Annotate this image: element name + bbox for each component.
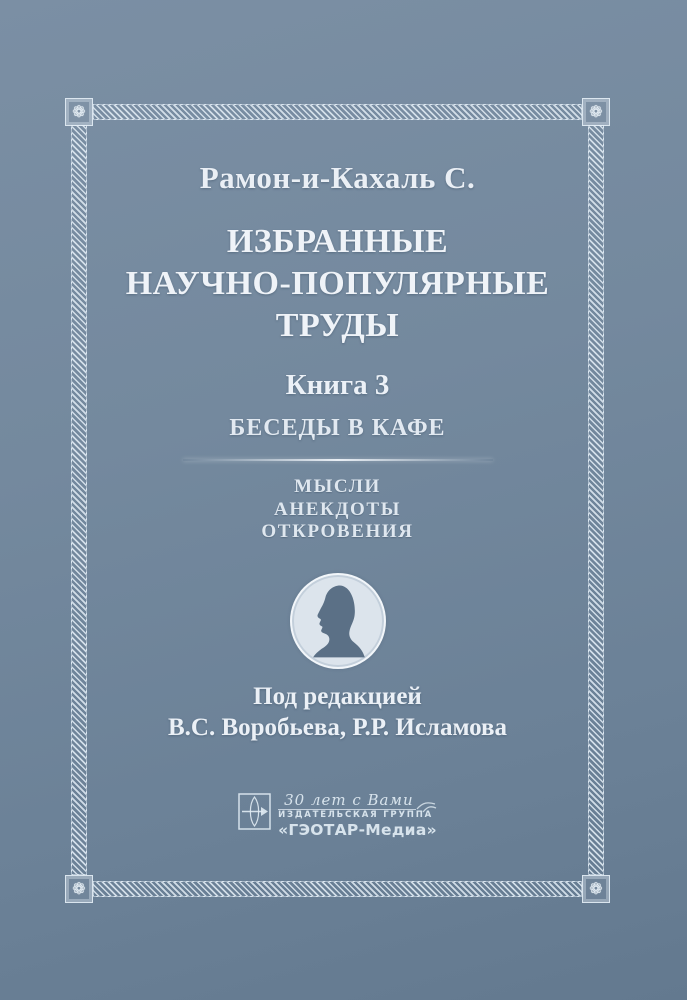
- subtitle-list: [0, 476, 675, 544]
- rosette-icon: ❁: [589, 102, 603, 121]
- author-name: Рамон-и-Кахаль С.: [199, 160, 476, 195]
- series-title: БЕСЕДЫ В КАФЕ: [229, 415, 446, 441]
- publisher-text-block: [278, 790, 437, 839]
- subtitle-line: МЫСЛИ: [294, 476, 381, 497]
- subtitle-line: АНЕКДОТЫ: [274, 498, 401, 520]
- publisher-name: «ГЭОТАР-Медиа»: [278, 821, 437, 839]
- title-line: ИЗБРАННЫЕ: [226, 223, 449, 260]
- title-line: НАУЧНО-ПОПУЛЯРНЫЕ: [125, 265, 550, 302]
- publisher-group-label: ИЗДАТЕЛЬСКАЯ ГРУППА: [278, 810, 434, 820]
- publisher-logo: [0, 790, 675, 839]
- anniversary-script: 30 лет с Вами: [278, 793, 416, 810]
- editors-names: В.С. Воробьева, Р.Р. Исламова: [167, 714, 508, 741]
- book-number: Книга 3: [285, 369, 390, 401]
- publisher-logo-icon: [238, 793, 271, 830]
- editors-block: [0, 681, 675, 743]
- rosette-icon: ❁: [72, 879, 86, 898]
- subtitle-line: ОТКРОВЕНИЯ: [261, 521, 414, 542]
- flourish-icon: [416, 799, 438, 813]
- editors-intro: Под редакцией: [253, 683, 422, 710]
- portrait-medallion: [290, 573, 386, 669]
- rosette-icon: ❁: [72, 102, 86, 121]
- rosette-icon: ❁: [589, 879, 603, 898]
- profile-silhouette-icon: [292, 575, 384, 667]
- divider-rule: [183, 459, 493, 461]
- book-title: [0, 221, 675, 347]
- title-line: ТРУДЫ: [275, 307, 400, 344]
